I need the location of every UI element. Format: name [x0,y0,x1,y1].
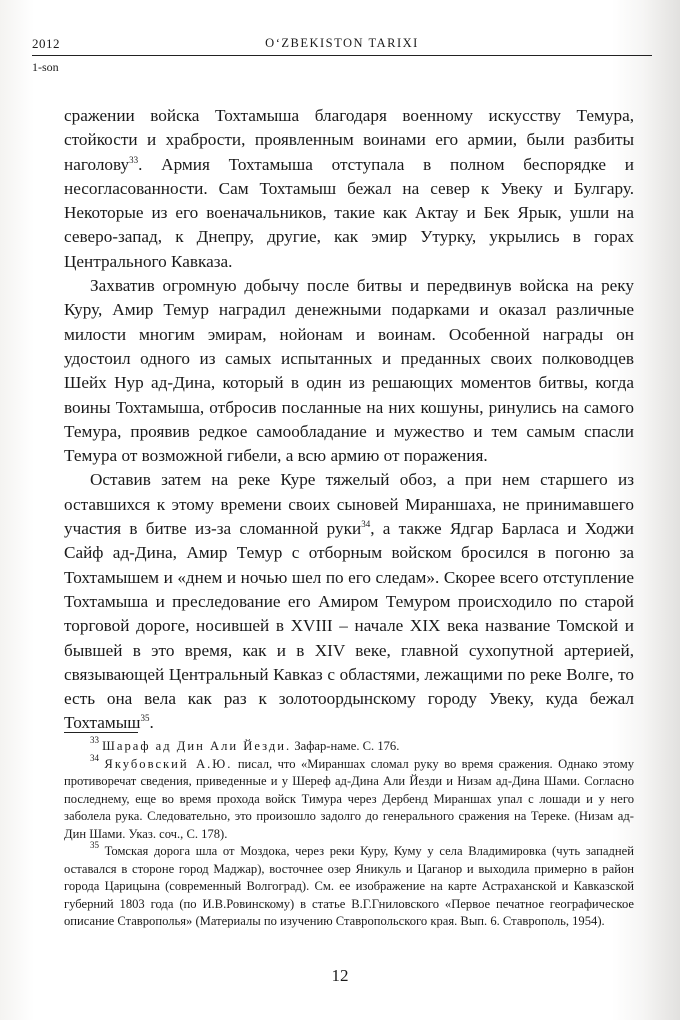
footnote-35-number: 35 [90,840,99,850]
page-edge-shadow [642,0,680,1020]
footnote-33 [64,735,634,756]
footnote-35 [64,840,634,931]
paragraph-3 [64,468,634,735]
header-issue: 1-son [32,60,59,74]
paragraph-1-text: сражении войска Тохтамыша благодаря военному искусству Темура, стойкости и храбрости, проявленным воинами его армии, были разбиты наголову [64,106,634,174]
page-number: 12 [331,966,349,985]
footnote-33-number: 33 [90,735,99,745]
header-year: 2012 [32,36,60,51]
footnote-34 [64,752,634,844]
footnote-34-number: 34 [90,752,99,763]
main-text [64,104,634,736]
footnotes [64,735,634,931]
paragraph-3-end: . [149,713,154,733]
header-journal-title: O‘ZBEKISTON TARIXI [265,36,419,50]
footnote-33-author: Шараф ад Дин Али Йезди. [102,739,292,753]
paragraph-2 [64,274,634,468]
paragraph-2-text: Захватив огромную добычу после битвы и передвинув войска на реку Куру, Амир Темур наградил денежными подарками и оказал различные милости многим эмирам, нойонам и воинам. Особенной награды он удостоил одного из самых испытанных и преданных своих полководцев Шейх Нур ад-Дина, который в один из решающих моментов битвы, когда воины Тохтамыша, отбросив посланные на них кошуны, ринулись на самого Темура, проявив редкое самообладание и мужество и тем самым спасли Темура от возможной гибели, а всю армию от поражения. [64,276,634,466]
footnote-ref-35[interactable]: 35 [140,713,150,724]
footnote-separator [64,732,138,733]
footnote-ref-33[interactable]: 33 [129,154,139,165]
footnote-ref-34[interactable]: 34 [361,519,371,530]
paragraph-1-continuation: . Армия Тохтамыша отступала в полном беспорядке и несогласованности. Сам Тохтамыш бежал на север к Увеку и Булгару. Некоторые из его военачальников, такие как Актау и Бек Ярык, ушли на северо-запад, к Днепру, другие, как эмир Утурку, укрылись в горах Центрального Кавказа. [64,154,634,271]
footnote-33-text: Зафар-наме. С. 176. [291,739,400,753]
paragraph-3-middle: , а также Ядгар Барласа и Ходжи Сайф ад-Дина, Амир Темур с отборным войском бросился в погоню за Тохтамышем и «днем и ночью шел по его следам». Скорее всего отступление Тохтамыша и преследование его Амиром Темуром происходило по старой торговой дороге, носившей в XVIII – начале XIX века название Томской и бывшей в это время, как и в XIV веке, главной сухопутной артерией, связывающей Центральный Кавказ с областями, лежащими по реке Волге, то есть она вела как раз к золотоордынскому городу Увеку, куда бежал Тохтамыш [64,519,634,733]
running-header [32,36,652,76]
footnote-34-text: писал, что «Мираншах сломал руку во время сражения. Однако этому противоречат сведения, приведенные и у Шереф ад-Дина Али Йезди и Низам ад-Дина Шами. Согласно последнему, еще во время прохода войск Тимура через Дербенд Мираншах упал с лошади и у него заболела рука. Следовательно, это произошло задолго до генерального сражения на Тереке. (Низам ад-Дин Шами. Указ. соч., С. 178). [64,756,634,841]
footnote-35-text: Томская дорога шла от Моздока, через реки Куру, Куму у села Владимировка (чуть западней оставался в стороне город Маджар), восточнее озер Яникуль и Цаганор и выходила примерно в район города Царицына (современный Волгоград). См. ее изображение на карте Астраханской и Кавказской губерний 1803 года (по И.В.Ровинскому) в статье В.Г.Гниловского «Первое печатное географическое описание Ставрополья» (Материалы по изучению Ставропольского края. Вып. 6. Ставрополь, 1954). [64,844,634,928]
paragraph-3-text: Оставив затем на реке Куре тяжелый обоз, а при нем старшего из оставшихся к этому времени своих сыновей Мираншаха, не принимавшего участия в битве из-за сломанной руки [64,470,634,539]
paragraph-1 [64,104,634,274]
footnote-34-author: Якубовский А.Ю. [104,756,233,771]
header-rule [32,55,652,56]
